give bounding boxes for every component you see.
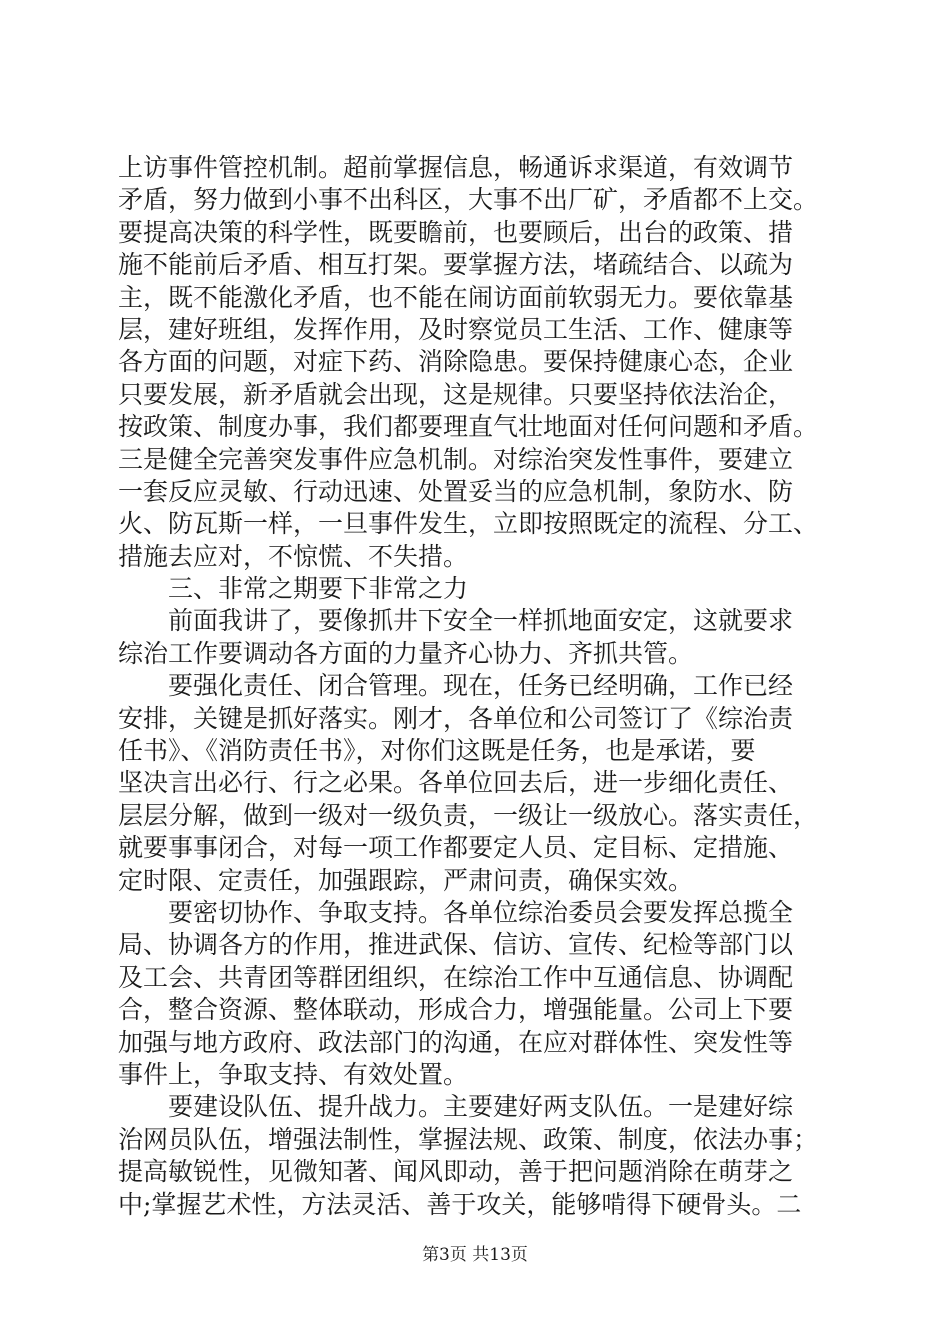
text-line: 安排，关键是抓好落实。刚才，各单位和公司签订了《综治责 bbox=[118, 703, 794, 733]
text-line: 综治工作要调动各方面的力量齐心协力、齐抓共管。 bbox=[118, 638, 694, 668]
text-line: 三是健全完善突发事件应急机制。对综治突发性事件，要建立 bbox=[118, 444, 794, 474]
text-line: 就要事事闭合，对每一项工作都要定人员、定目标、定措施、 bbox=[118, 833, 794, 863]
text-line: 合，整合资源、整体联动，形成合力，增强能量。公司上下要 bbox=[118, 995, 794, 1025]
text-line: 一套反应灵敏、行动迅速、处置妥当的应急机制，象防水、防 bbox=[118, 476, 794, 506]
text-line: 要提高决策的科学性，既要瞻前，也要顾后，出台的政策、措 bbox=[118, 217, 794, 247]
text-line: 治网员队伍，增强法制性，掌握法规、政策、制度，依法办事； bbox=[118, 1124, 819, 1154]
text-line: 只要发展，新矛盾就会出现，这是规律。只要坚持依法治企， bbox=[118, 379, 794, 409]
text-line: 事件上，争取支持、有效处置。 bbox=[118, 1059, 469, 1089]
text-line: 措施去应对，不惊慌、不失措。 bbox=[118, 541, 469, 571]
text-line: 上访事件管控机制。超前掌握信息，畅通诉求渠道，有效调节 bbox=[118, 153, 794, 182]
text-line: 要强化责任、闭合管理。现在，任务已经明确，工作已经 bbox=[118, 671, 794, 701]
text-line: 坚决言出必行、行之必果。各单位回去后，进一步细化责任、 bbox=[118, 768, 794, 798]
page-number-footer: 第3页 共13页 bbox=[422, 1245, 528, 1265]
text-line: 要密切协作、争取支持。各单位综治委员会要发挥总揽全 bbox=[118, 897, 794, 927]
text-line: 主，既不能激化矛盾，也不能在闹访面前软弱无力。要依靠基 bbox=[118, 282, 794, 312]
body-text bbox=[118, 152, 838, 1221]
text-line: 火、防瓦斯一样，一旦事件发生，立即按照既定的流程、分工、 bbox=[118, 509, 819, 539]
text-line: 任书》、《消防责任书》，对你们这既是任务，也是承诺，要 bbox=[118, 736, 756, 766]
text-line: 施不能前后矛盾、相互打架。要掌握方法，堵疏结合、以疏为 bbox=[118, 250, 794, 280]
text-line: 前面我讲了，要像抓井下安全一样抓地面安定，这就要求 bbox=[118, 606, 794, 636]
text-line: 及工会、共青团等群团组织，在综治工作中互通信息、协调配 bbox=[118, 962, 794, 992]
text-line: 局、协调各方的作用，推进武保、信访、宣传、纪检等部门以 bbox=[118, 930, 794, 960]
text-line: 各方面的问题，对症下药、消除隐患。要保持健康心态，企业 bbox=[118, 347, 794, 377]
text-line: 按政策、制度办事，我们都要理直气壮地面对任何问题和矛盾。 bbox=[118, 412, 819, 442]
text-line: 加强与地方政府、政法部门的沟通，在应对群体性、突发性等 bbox=[118, 1027, 794, 1057]
text-line: 要建设队伍、提升战力。主要建好两支队伍。一是建好综 bbox=[118, 1092, 794, 1122]
text-line: 提高敏锐性，见微知著、闻风即动，善于把问题消除在萌芽之 bbox=[118, 1157, 794, 1187]
text-line: 定时限、定责任，加强跟踪，严肃问责，确保实效。 bbox=[118, 865, 694, 895]
text-line: 层，建好班组，发挥作用，及时察觉员工生活、工作、健康等 bbox=[118, 314, 794, 344]
text-line: 中;掌握艺术性，方法灵活、善于攻关，能够啃得下硬骨头。二 bbox=[118, 1189, 802, 1219]
text-line: 矛盾，努力做到小事不出科区，大事不出厂矿，矛盾都不上交。 bbox=[118, 185, 819, 215]
text-line: 三、非常之期要下非常之力 bbox=[118, 574, 469, 604]
text-line: 层层分解，做到一级对一级负责，一级让一级放心。落实责任， bbox=[118, 800, 819, 830]
